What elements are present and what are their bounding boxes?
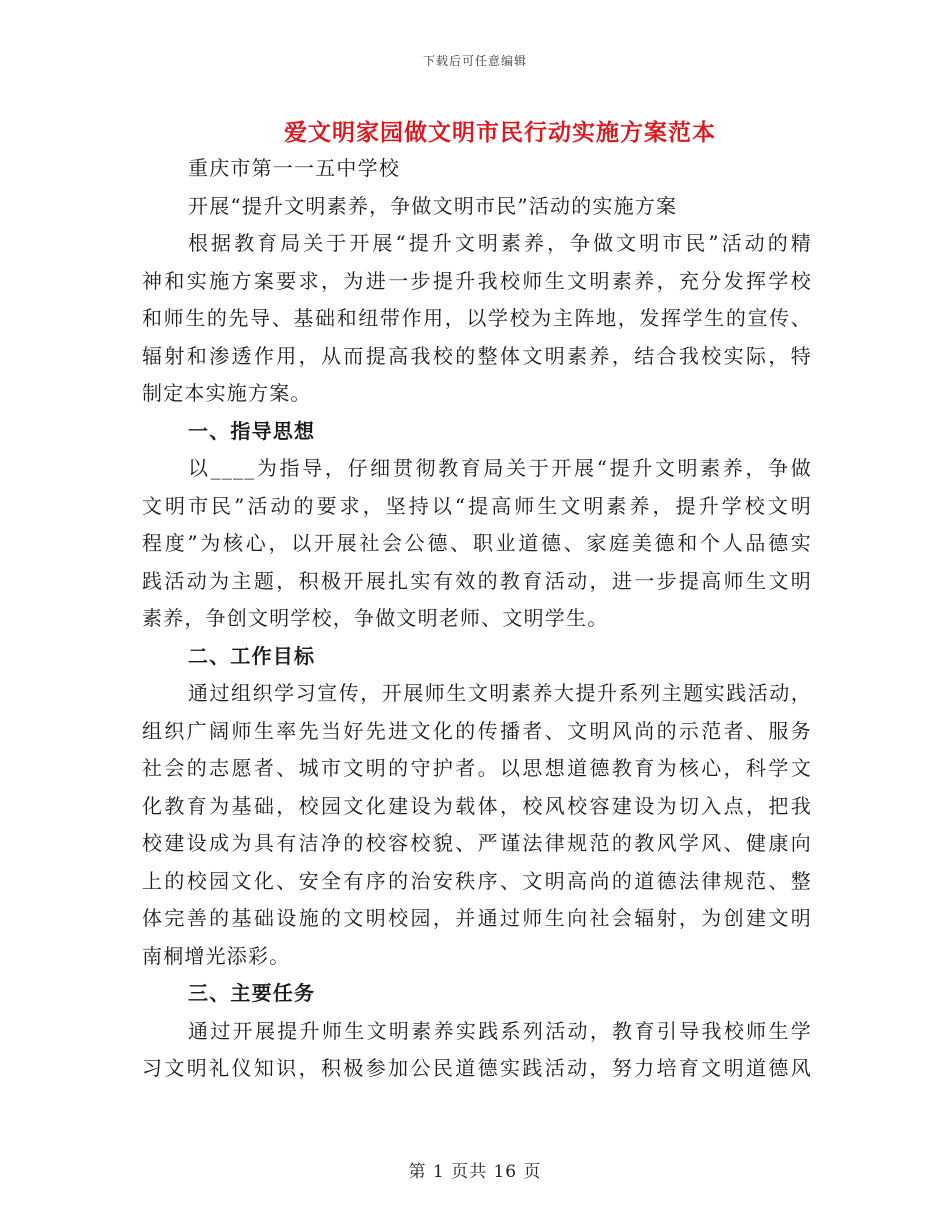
section-heading: 二、工作目标 bbox=[188, 643, 316, 668]
text-line: 神和实施方案要求，为进一步提升我校师生文明素养，充分发挥学校 bbox=[142, 268, 812, 293]
text-line: 体完善的基础设施的文明校园，并通过师生向社会辐射，为创建文明 bbox=[142, 906, 812, 930]
text-line: 通过组织学习宣传，开展师生文明素养大提升系列主题实践活动， bbox=[188, 681, 812, 705]
text-line: 化教育为基础，校园文化建设为载体，校风校容建设为切入点，把我 bbox=[142, 793, 812, 818]
header-note: 下载后可任意编辑 bbox=[422, 54, 527, 68]
document-body bbox=[142, 150, 812, 1088]
text-line: 素养，争创文明学校，争做文明老师、文明学生。 bbox=[142, 606, 609, 630]
text-line: 制定本实施方案。 bbox=[142, 381, 312, 405]
document-title: 爱文明家园做文明市民行动实施方案范本 bbox=[284, 119, 716, 146]
text-line: 重庆市第一一五中学校 bbox=[188, 156, 400, 180]
text-line: 社会的志愿者、城市文明的守护者。以思想道德教育为核心，科学文 bbox=[142, 756, 812, 780]
text-line: 上的校园文化、安全有序的治安秩序、文明高尚的道德法律规范、整 bbox=[142, 868, 812, 893]
text-line: 以____为指导，仔细贯彻教育局关于开展“提升文明素养，争做 bbox=[188, 456, 812, 480]
section-heading: 三、主要任务 bbox=[188, 981, 316, 1005]
text-line: 和师生的先导、基础和纽带作用，以学校为主阵地，发挥学生的宣传、 bbox=[142, 306, 812, 330]
text-line: 根据教育局关于开展“提升文明素养，争做文明市民”活动的精 bbox=[188, 231, 812, 255]
text-line: 文明市民”活动的要求，坚持以“提高师生文明素养，提升学校文明 bbox=[142, 493, 812, 518]
text-line: 辐射和渗透作用，从而提高我校的整体文明素养，结合我校实际，特 bbox=[142, 343, 812, 368]
text-line: 程度”为核心，以开展社会公德、职业道德、家庭美德和个人品德实 bbox=[142, 531, 812, 555]
text-line: 习文明礼仪知识，积极参加公民道德实践活动，努力培育文明道德风 bbox=[142, 1056, 812, 1080]
page-footer: 第 1 页共 16 页 bbox=[408, 1162, 542, 1182]
text-line: 开展“提升文明素养，争做文明市民”活动的实施方案 bbox=[188, 193, 678, 218]
section-heading: 一、指导思想 bbox=[188, 418, 316, 443]
text-line: 南桐增光添彩。 bbox=[142, 943, 291, 968]
text-line: 通过开展提升师生文明素养实践系列活动，教育引导我校师生学 bbox=[188, 1018, 812, 1043]
text-line: 组织广阔师生率先当好先进文化的传播者、文明风尚的示范者、服务 bbox=[142, 718, 812, 743]
text-line: 校建设成为具有洁净的校容校貌、严谨法律规范的教风学风、健康向 bbox=[142, 831, 812, 855]
text-line: 践活动为主题，积极开展扎实有效的教育活动，进一步提高师生文明 bbox=[142, 568, 812, 593]
